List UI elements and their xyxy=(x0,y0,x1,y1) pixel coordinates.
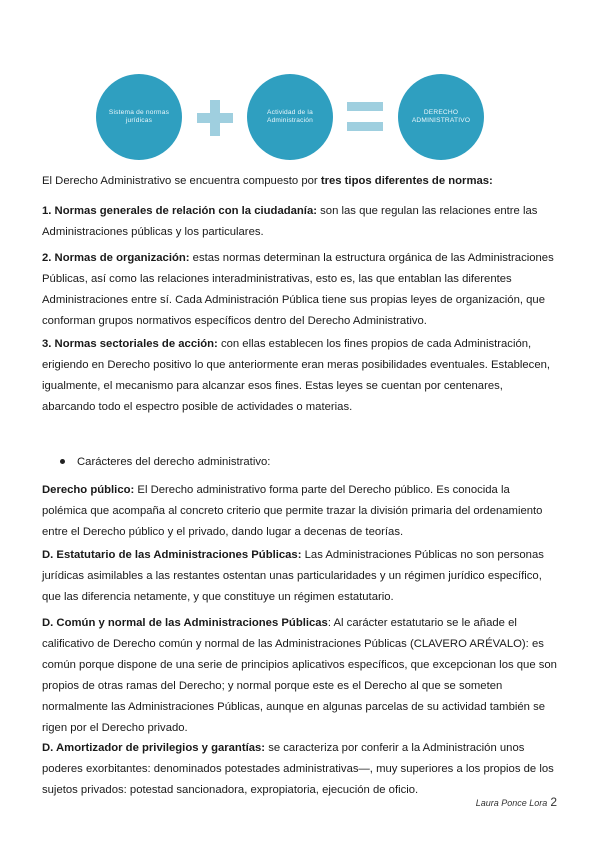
circle-actividad xyxy=(247,74,333,160)
page-number: 2 xyxy=(550,795,557,809)
plus-icon xyxy=(197,100,233,136)
circle-label: DERECHO ADMINISTRATIVO xyxy=(411,109,471,124)
circle-label: Actividad de la Administración xyxy=(266,109,314,124)
circle-label: Sistema de normas jurídicas xyxy=(108,109,170,124)
comun-normal-paragraph: D. Común y normal de las Administraciones Públicas: Al carácter estatutario se le añade el calificativo de Derecho común y normal de las Administraciones Públicas (CLAVERO ARÉVALO): es común porque dispone de una serie de principios aplicativos específicos, que excepcionan los que son propios de otras ramas del Derecho; y normal porque este es el Derecho al que se someten normalmente las Administraciones Públicas, aunque en algunas parcelas de su actividad también se rigen por el Derecho privado. xyxy=(42,617,557,734)
circle-derecho-administrativo xyxy=(398,74,484,160)
intro-paragraph: El Derecho Administrativo se encuentra compuesto por tres tipos diferentes de normas: xyxy=(42,175,493,187)
circle-normas-juridicas xyxy=(96,74,182,160)
equals-icon xyxy=(347,102,383,132)
footer-author: Laura Ponce Lora xyxy=(475,798,548,808)
page-footer xyxy=(476,795,557,809)
bullet-dot-icon xyxy=(60,459,65,464)
derecho-publico-paragraph: Derecho público: El Derecho administrativo forma parte del Derecho público. Es conocida la polémica que acompaña al concreto criterio que permite trazar la división primaria del ordenamiento entre el Derecho público y el privado, dando lugar a decenas de teorías. xyxy=(42,484,543,538)
amortizador-paragraph: D. Amortizador de privilegios y garantías: se caracteriza por conferir a la Administración unos poderes exorbitantes: denominados potestades administrativas—, muy superiores a los propios de los sujetos privados: potestad sancionadora, expropiatoria, ejecución de oficio. xyxy=(42,742,554,796)
estatutario-paragraph: D. Estatutario de las Administraciones Públicas: Las Administraciones Públicas no son personas jurídicas asimilables a las restantes ostentan unas particularidades y un régimen jurídico específico, que las diferencia netamente, y que constituye un régimen estatutario. xyxy=(42,549,544,603)
norm3-paragraph: 3. Normas sectoriales de acción: con ellas establecen los fines propios de cada Administración, erigiendo en Derecho positivo lo que anteriormente eran meras posibilidades eventuales. Establecen, igualmente, el mecanismo para alcanzar esos fines. Estas leyes se cuentan por centenares, abarcando todo el espectro posible de actividades o materias. xyxy=(42,338,551,413)
norm1-paragraph: 1. Normas generales de relación con la ciudadanía: son las que regulan las relaciones entre las Administraciones públicas y los particulares. xyxy=(42,205,538,238)
norm2-paragraph: 2. Normas de organización: estas normas determinan la estructura orgánica de las Administraciones Públicas, así como las relaciones interadministrativas, esto es, las que entablan las diferentes Administraciones entre sí. Cada Administración Pública tiene sus propias leyes de organización, que conforman grupos normativos específicos dentro del Derecho Administrativo. xyxy=(42,252,554,327)
bullet-item: Carácteres del derecho administrativo: xyxy=(60,452,270,473)
concept-diagram xyxy=(0,0,600,165)
